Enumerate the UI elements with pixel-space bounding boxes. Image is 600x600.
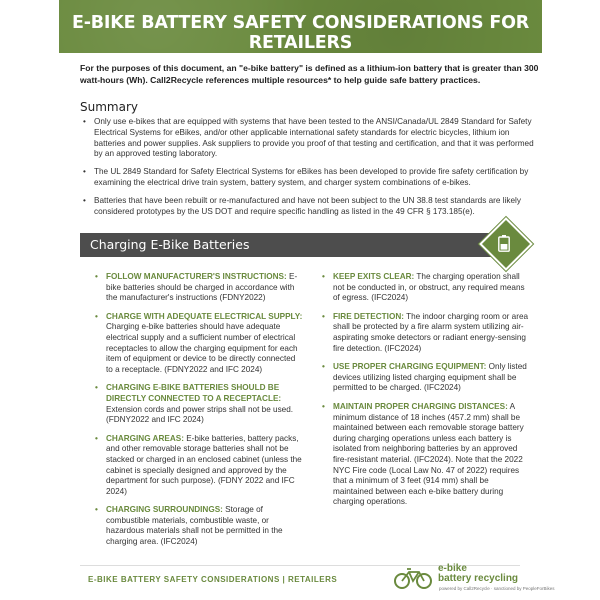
charging-item: [95, 312, 303, 376]
battery-icon: [498, 235, 510, 252]
item-text: Charging e-bike batteries should have adequate electrical supply and a sufficient number of electrical receptacles to allow the charging equipment for each item of equipment or device to be directly connected to a receptacle. (FDNY2022 and IFC 2024): [106, 322, 298, 374]
logo-wordmark-line2: battery recycling: [438, 573, 519, 584]
intro-paragraph: For the purposes of this document, an "e-bike battery" is defined as a lithium-ion battery that is greater than 300 watt-hours (Wh). Call2Recycle references multiple resources* to help guide safe battery practices.: [80, 63, 539, 85]
item-text: Storage of combustible materials, combustible waste, or hazardous materials shall not be permitted in the charging area. (IFC2024): [106, 505, 283, 547]
charging-item: [322, 362, 530, 394]
item-lead: CHARGING AREAS:: [106, 433, 184, 443]
item-lead: CHARGING E-BIKE BATTERIES SHOULD BE DIRECTLY CONNECTED TO A RECEPTACLE:: [106, 383, 282, 403]
charging-item: [95, 272, 303, 304]
charging-list-left: [95, 272, 303, 556]
header-banner: [59, 0, 542, 53]
item-lead: FIRE DETECTION:: [333, 311, 404, 321]
logo-tagline: powered by Call2Recycle · sanctioned by PeopleForBikes: [439, 586, 555, 591]
item-lead: FOLLOW MANUFACTURER'S INSTRUCTIONS:: [106, 272, 287, 281]
item-text: Only listed devices utilizing listed charging equipment shall be permitted to be charged. (IFC2024): [333, 362, 527, 393]
summary-item: • Only use e-bikes that are equipped with systems that have been tested to the ANSI/Canada/UL 2849 Standard for Safety Electrical Systems for eBikes, and/or other applicable international safety standards for electric bicycles, lithium ion batteries and power supplies. Ask suppliers to provide you proof of that testing and certification, and that it was performed by an approved testing laboratory.: [80, 117, 540, 160]
summary-item: • The UL 2849 Standard for Safety Electrical Systems for eBikes has been developed to provide fire safety certification by examining the electrical drive train system, battery system, and charger system combinations of e-bikes.: [80, 167, 540, 189]
item-text: E-bike batteries should be charged in accordance with the manufacturer's instructions (FDNY2022): [106, 272, 298, 303]
logo-wordmark-line1: e-bike: [438, 563, 467, 574]
item-lead: MAINTAIN PROPER CHARGING DISTANCES:: [333, 401, 508, 411]
item-text: The charging operation shall not be conducted in, or obstruct, any required means of egress. (IFC2024): [333, 272, 525, 303]
item-text: Extension cords and power strips shall not be used. (FDNY2022 and IFC 2024): [106, 404, 294, 425]
section-band: [80, 233, 520, 257]
summary-heading: Summary: [80, 100, 138, 114]
charging-item: [322, 272, 530, 304]
item-lead: USE PROPER CHARGING EQUIPMENT:: [333, 362, 487, 372]
item-text: A minimum distance of 18 inches (457.2 mm) shall be maintained between each removable storage battery during charging operations unless each battery is isolated from neighboring batteries by an approved fire-resistant material. (IFC2024). Note that the 2022 NYC Fire code (Local Law No. 47 of 2022) requires that a minimum of 3 feet (914 mm) shall be maintained between each e-bike battery during charging operations.: [333, 401, 524, 507]
charging-item: [95, 505, 303, 547]
item-lead: KEEP EXITS CLEAR:: [333, 272, 415, 281]
page-title: E-BIKE BATTERY SAFETY CONSIDERATIONS FOR RETAILERS: [71, 13, 530, 53]
item-text: E-bike batteries, battery packs, and other removable storage batteries shall not be stacked or charged in an enclosed cabinet (unless the cabinet is specially designed and approved by the department for such purpose). (FDNY 2022 and IFC 2024): [106, 433, 302, 496]
charging-item: [95, 434, 303, 498]
charging-item: [322, 402, 530, 508]
summary-item: • Batteries that have been rebuilt or re-manufactured and have not been subject to the UN 38.8 test standards are likely considered prototypes by the US DOT and require specific handling as listed in the 49 CFR § 173.185(e).: [80, 196, 540, 218]
summary-list: [80, 117, 540, 224]
item-lead: CHARGING SURROUNDINGS:: [106, 505, 223, 515]
charging-item: [95, 383, 303, 425]
charging-list-right: [322, 272, 530, 516]
footer-label: E-BIKE BATTERY SAFETY CONSIDERATIONS | RETAILERS: [88, 575, 338, 584]
bicycle-logo-icon: [393, 566, 433, 590]
item-lead: CHARGE WITH ADEQUATE ELECTRICAL SUPPLY:: [106, 311, 303, 321]
item-text: The indoor charging room or area shall be protected by a fire alarm system utilizing air-aspirating smoke detectors or radiant energy-sensing fire detection. (IFC2024): [333, 311, 529, 353]
charging-item: [322, 312, 530, 354]
section-title: Charging E-Bike Batteries: [90, 237, 250, 252]
